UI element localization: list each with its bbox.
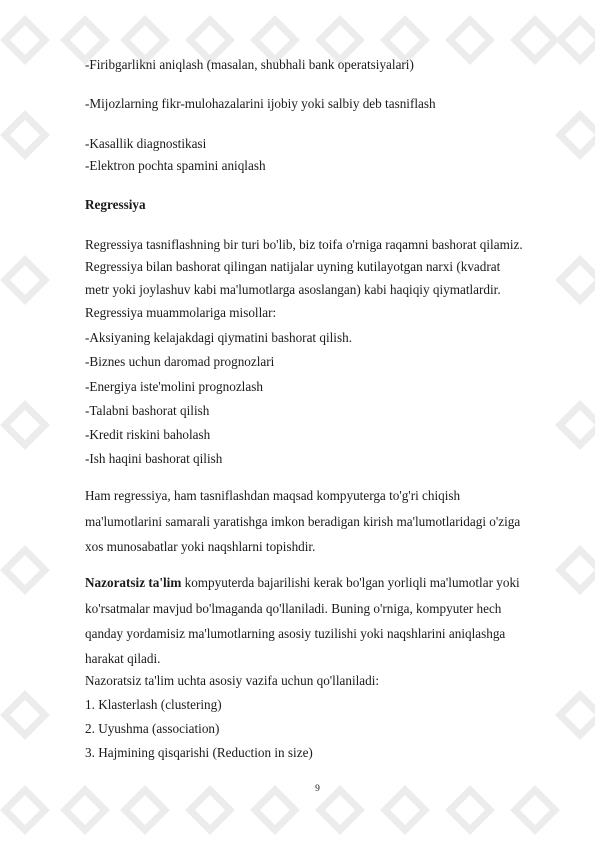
page-number: 9 (315, 784, 320, 794)
unsupervised-paragraph-line-3: qanday yordamisiz ma'lumotlarning asosiy tuzilishi yoki naqshlarini aniqlashga (85, 626, 506, 641)
regression-paragraph-line-1: Regressiya tasniflashning bir turi bo'lib, biz toifa o'rniga raqamni bashorat qilamiz. (85, 237, 523, 252)
task-item-clustering: 1. Klasterlash (clustering) (85, 697, 222, 712)
section-heading-regressiya: Regressiya (85, 197, 146, 212)
classification-example-sentiment: -Mijozlarning fikr-mulohazalarini ijobiy yoki salbiy deb tasniflash (85, 96, 436, 111)
regression-example-demand: -Talabni bashorat qilish (85, 403, 210, 418)
regression-example-credit: -Kredit riskini baholash (85, 427, 211, 442)
classification-example-spam: -Elektron pochta spamini aniqlash (85, 158, 266, 173)
regression-paragraph-line-2: Regressiya bilan bashorat qilingan natijalar uyning kutilayotgan narxi (kvadrat (85, 259, 501, 274)
regression-example-revenue: -Biznes uchun daromad prognozlari (85, 354, 275, 369)
unsupervised-paragraph-line-1 (85, 575, 520, 591)
goal-paragraph-line-3: xos munosabatlar yoki naqshlarni topishdir. (85, 539, 316, 554)
unsupervised-term: Nazoratsiz ta'lim (85, 575, 182, 590)
regression-paragraph-line-4: Regressiya muammolariga misollar: (85, 305, 277, 320)
unsupervised-tasks-intro: Nazoratsiz ta'lim uchta asosiy vazifa uchun qo'llaniladi: (85, 673, 380, 688)
classification-example-fraud: -Firibgarlikni aniqlash (masalan, shubhali bank operatsiyalari) (85, 57, 414, 72)
unsupervised-paragraph-line-2: ko'rsatmalar mavjud bo'lmaganda qo'llaniladi. Buning o'rniga, kompyuter hech (85, 601, 502, 616)
goal-paragraph-line-1: Ham regressiya, ham tasniflashdan maqsad kompyuterga to'g'ri chiqish (85, 488, 461, 503)
classification-example-diagnosis: -Kasallik diagnostikasi (85, 136, 207, 151)
regression-example-salary: -Ish haqini bashorat qilish (85, 451, 223, 466)
regression-example-energy: -Energiya iste'molini prognozlash (85, 379, 263, 394)
goal-paragraph-line-2: ma'lumotlarini samarali yaratishga imkon beradigan kirish ma'lumotlaridagi o'ziga (85, 514, 521, 529)
unsupervised-line-1-rest: kompyuterda bajarilishi kerak bo'lgan yorliqli ma'lumotlar yoki (181, 575, 520, 590)
unsupervised-paragraph-line-4: harakat qiladi. (85, 651, 161, 666)
task-item-association: 2. Uyushma (association) (85, 721, 220, 736)
task-item-reduction: 3. Hajmining qisqarishi (Reduction in size) (85, 745, 313, 760)
regression-paragraph-line-3: metr yoki joylashuv kabi ma'lumotlarga asoslangan) kabi haqiqiy qiymatlardir. (85, 282, 501, 297)
regression-example-stock: -Aksiyaning kelajakdagi qiymatini bashorat qilish. (85, 330, 352, 345)
